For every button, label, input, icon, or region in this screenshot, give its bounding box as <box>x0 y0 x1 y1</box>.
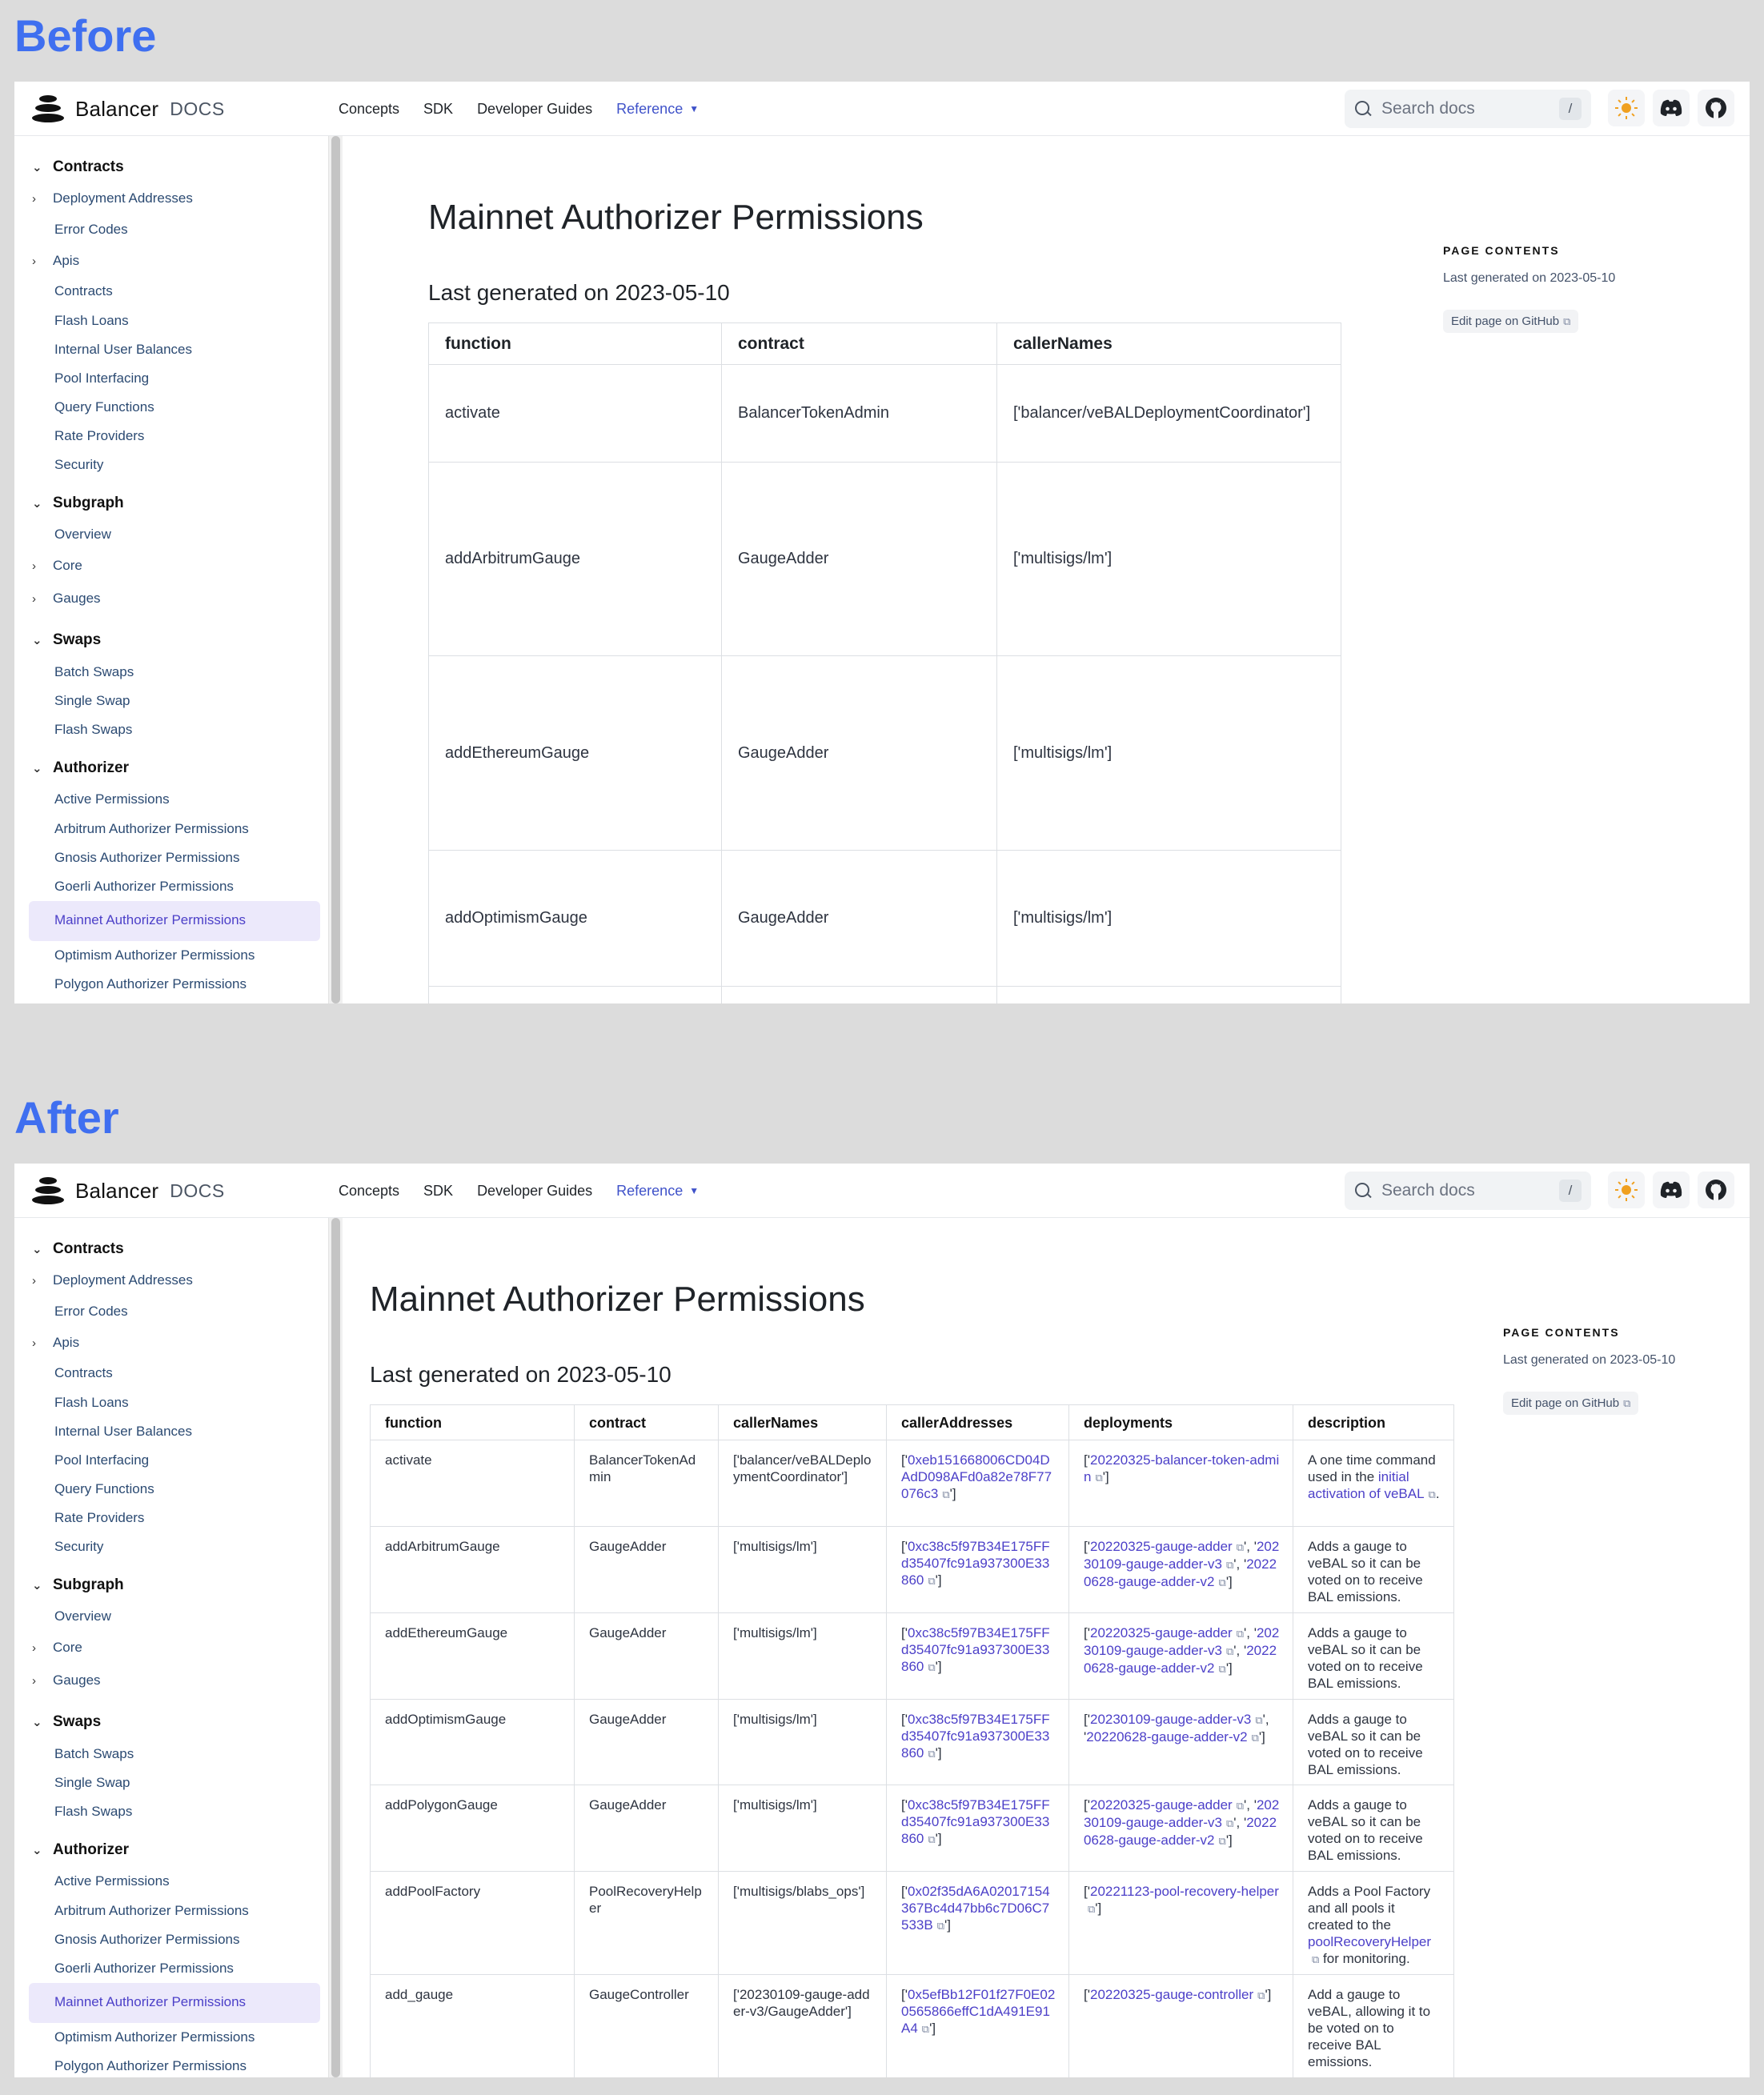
sidebar-scrollbar[interactable] <box>328 136 343 1003</box>
sidebar-swaps[interactable]: ⌄ Swaps <box>32 631 102 648</box>
sidebar-item[interactable]: Contracts <box>54 1365 113 1380</box>
table-row <box>371 1613 1454 1700</box>
external-link-icon: ⧉ <box>1218 1576 1226 1588</box>
logo[interactable] <box>32 1175 225 1207</box>
deployment-link[interactable]: 20230109-gauge-adder-v3 <box>1084 1797 1280 1830</box>
discord-button[interactable] <box>1653 1172 1690 1208</box>
cell-function: add_gauge <box>371 1975 575 2078</box>
table-row <box>429 365 1341 463</box>
deployment-link[interactable]: 20220325-gauge-adder <box>1089 1539 1233 1554</box>
external-link-icon: ⧉ <box>1218 1663 1226 1675</box>
cell-function: activate <box>371 1440 575 1527</box>
sidebar-deployment-addresses[interactable]: › Deployment Addresses <box>32 190 193 206</box>
cell-contract: BalancerTokenAdmin <box>722 365 997 463</box>
search-icon <box>1354 1182 1372 1200</box>
external-link-icon: ⧉ <box>1095 1472 1103 1484</box>
external-link-icon: ⧉ <box>1225 1559 1234 1571</box>
cell-caller-address: ['0x02f35dA6A02017154367Bc4d47bb6c7D06C7533B ⧉'] <box>887 1872 1069 1975</box>
caller-address-link[interactable]: 0xc38c5f97B34E175FFd35407fc91a937300E33860 <box>901 1797 1050 1846</box>
chevron-down-icon: ⌄ <box>32 1243 42 1256</box>
external-link-icon: ⧉ <box>1312 1953 1320 1965</box>
table-row <box>371 1700 1454 1785</box>
description-text: for monitoring. <box>1319 1951 1410 1966</box>
description-text: Adds a gauge to veBAL so it can be voted on to receive BAL emissions. <box>1308 1625 1423 1691</box>
cell-description <box>1293 1975 1454 2078</box>
page-contents <box>1443 244 1615 333</box>
external-link-icon: ⧉ <box>936 1920 944 1932</box>
sidebar-item[interactable]: Arbitrum Authorizer Permissions <box>54 1903 249 1918</box>
toc-link[interactable]: Last generated on 2023-05-10 <box>1443 271 1616 285</box>
cell-description <box>1293 1785 1454 1872</box>
deployment-link[interactable]: 20230109-gauge-adder-v3 <box>1089 1712 1252 1727</box>
cell-function: activate <box>429 365 722 463</box>
cell-contract: GaugeAdder <box>722 656 997 851</box>
external-link-icon: ⧉ <box>1236 1800 1244 1812</box>
external-link-icon: ⧉ <box>921 2023 930 2035</box>
cell-caller-address: ['0x5efBb12F01f27F0E020565866effC1dA491E91A4 ⧉'] <box>887 1975 1069 2078</box>
sun-icon <box>1614 96 1638 120</box>
cell-description <box>1293 1700 1454 1785</box>
section-heading: Last generated on 2023-05-10 <box>370 1362 672 1387</box>
caller-address-link[interactable]: 0xc38c5f97B34E175FFd35407fc91a937300E33860 <box>901 1625 1050 1674</box>
sidebar-item[interactable]: Active Permissions <box>54 791 170 807</box>
cell-contract: GaugeAdder <box>575 1527 719 1613</box>
navbar <box>14 1164 1750 1218</box>
sidebar-contracts[interactable]: ⌄ Contracts <box>32 1240 124 1257</box>
chevron-down-icon: ⌄ <box>32 161 42 174</box>
caret-down-icon: ▼ <box>689 1184 700 1196</box>
external-link-icon: ⧉ <box>1225 1645 1234 1657</box>
cell-function: addEthereumGauge <box>371 1613 575 1700</box>
sidebar-item[interactable]: Query Functions <box>54 399 154 415</box>
theme-toggle-button[interactable] <box>1608 90 1645 126</box>
main-content <box>343 136 1750 1003</box>
brand-name: Balancer <box>75 96 159 121</box>
cell-deployments: ['20220325-gauge-controller ⧉'] <box>1069 1975 1293 2078</box>
sidebar-item[interactable]: Internal User Balances <box>54 1424 192 1439</box>
sidebar-item[interactable]: Security <box>54 1539 104 1554</box>
chevron-right-icon: › <box>32 1641 36 1655</box>
cell-contract: GaugeController <box>575 1975 719 2078</box>
table-row <box>429 656 1341 851</box>
cell-deployments: ['20220325-balancer-token-admin ⧉'] <box>1069 1440 1293 1527</box>
cell-caller-address: ['0xc38c5f97B34E175FFd35407fc91a937300E33860 ⧉'] <box>887 1785 1069 1872</box>
chevron-right-icon: › <box>32 1336 36 1350</box>
table-row <box>429 463 1341 656</box>
sidebar-authorizer[interactable]: ⌄ Authorizer <box>32 759 129 776</box>
cell-caller-names: ['balancer/veBALDeploymentCoordinator'] <box>997 365 1341 463</box>
toc-link[interactable]: Last generated on 2023-05-10 <box>1503 1353 1676 1367</box>
description-link[interactable]: initial activation of veBAL <box>1308 1469 1425 1501</box>
edit-on-github-link[interactable]: Edit page on GitHub ⧉ <box>1443 310 1578 333</box>
column-header: deployments <box>1069 1405 1293 1440</box>
discord-button[interactable] <box>1653 90 1690 126</box>
search-placeholder: Search docs <box>1381 99 1475 118</box>
column-header: contract <box>722 323 997 365</box>
cell-caller-names: ['balancer/veBALDeploymentCoordinator'] <box>719 1440 887 1527</box>
github-button[interactable] <box>1698 1172 1734 1208</box>
balancer-logo-icon <box>32 95 64 122</box>
table-row <box>371 1440 1454 1527</box>
edit-on-github-link[interactable]: Edit page on GitHub ⧉ <box>1503 1392 1638 1415</box>
external-link-icon: ⧉ <box>928 1833 936 1845</box>
sidebar-item[interactable]: Single Swap <box>54 693 130 708</box>
toc-heading: PAGE CONTENTS <box>1443 244 1560 257</box>
nav-concepts[interactable]: Concepts <box>339 1182 400 1199</box>
scrollbar-thumb[interactable] <box>331 1218 340 2077</box>
cell-deployments: ['20220325-gauge-adder ⧉', '20230109-gauge-adder-v3 ⧉', '20220628-gauge-adder-v2 ⧉'] <box>1069 1527 1293 1613</box>
sidebar-item[interactable]: Rate Providers <box>54 1510 145 1525</box>
external-link-icon: ⧉ <box>1251 1732 1259 1744</box>
column-header: function <box>429 323 722 365</box>
theme-toggle-button[interactable] <box>1608 1172 1645 1208</box>
description-text: Adds a gauge to veBAL so it can be voted on to receive BAL emissions. <box>1308 1797 1423 1863</box>
sidebar-item-mainnet-authorizer[interactable]: Mainnet Authorizer Permissions <box>54 912 247 927</box>
deployment-link[interactable]: 20230109-gauge-adder-v3 <box>1084 1625 1280 1658</box>
cell-caller-address: ['0xc38c5f97B34E175FFd35407fc91a937300E33860 ⧉'] <box>887 1613 1069 1700</box>
cell-contract: GaugeAdder <box>575 1785 719 1872</box>
github-icon <box>1705 1179 1727 1201</box>
chevron-right-icon: › <box>32 1674 36 1688</box>
cell-caller-address: ['0xc38c5f97B34E175FFd35407fc91a937300E33860 ⧉'] <box>887 1700 1069 1785</box>
sidebar-apis[interactable]: › Apis <box>32 1335 80 1350</box>
chevron-right-icon: › <box>32 559 36 573</box>
sidebar-item-mainnet-authorizer[interactable]: Mainnet Authorizer Permissions <box>54 1994 247 2009</box>
sidebar-item[interactable]: Goerli Authorizer Permissions <box>54 879 234 894</box>
nav-concepts[interactable]: Concepts <box>339 100 400 117</box>
sidebar-overview[interactable]: Overview <box>54 527 111 542</box>
sidebar-core[interactable]: › Core <box>32 558 82 573</box>
github-button[interactable] <box>1698 90 1734 126</box>
sidebar-item[interactable]: Polygon Authorizer Permissions <box>54 976 247 991</box>
column-header: function <box>371 1405 575 1440</box>
cell-caller-names: ['multisigs/lm'] <box>719 1527 887 1613</box>
table-row <box>371 1785 1454 1872</box>
cell-description <box>1293 1440 1454 1527</box>
sidebar-item[interactable]: Goerli Authorizer Permissions <box>54 1961 234 1976</box>
nav-developer-guides[interactable]: Developer Guides <box>477 100 593 117</box>
external-link-icon: ⧉ <box>928 1661 936 1673</box>
cell-description <box>1293 1872 1454 1975</box>
sidebar-item[interactable]: Polygon Authorizer Permissions <box>54 2058 247 2073</box>
deployment-link[interactable]: 20221123-pool-recovery-helper <box>1089 1884 1279 1899</box>
sidebar-subgraph[interactable]: ⌄ Subgraph <box>32 1576 124 1593</box>
table-row <box>371 1975 1454 2078</box>
sidebar-item[interactable]: Optimism Authorizer Permissions <box>54 2029 255 2045</box>
column-header: callerNames <box>997 323 1341 365</box>
sidebar-item[interactable]: Query Functions <box>54 1481 154 1496</box>
external-link-icon: ⧉ <box>1428 1488 1436 1500</box>
table-row <box>371 1872 1454 1975</box>
caller-address-link[interactable]: 0x5efBb12F01f27F0E020565866effC1dA491E91A4 <box>901 1987 1056 2036</box>
sidebar-item[interactable]: Batch Swaps <box>54 664 134 679</box>
external-link-icon: ⧉ <box>1236 1628 1244 1640</box>
cell-deployments: ['20220325-gauge-adder ⧉', '20230109-gauge-adder-v3 ⧉', '20220628-gauge-adder-v2 ⧉'] <box>1069 1613 1293 1700</box>
cell-caller-address: ['0xeb151668006CD04DAdD098AFd0a82e78F77076c3 ⧉'] <box>887 1440 1069 1527</box>
deployment-link[interactable]: 20220628-gauge-adder-v2 <box>1084 1556 1277 1589</box>
brand-name: Balancer <box>75 1178 159 1203</box>
sidebar-item[interactable]: Batch Swaps <box>54 1746 134 1761</box>
sidebar-deployment-addresses[interactable]: › Deployment Addresses <box>32 1272 193 1288</box>
description-text: Add a gauge to veBAL, allowing it to be voted on to receive BAL emissions. <box>1308 1987 1431 2069</box>
cell-function: addPolygonGauge <box>371 1785 575 1872</box>
sidebar-overview[interactable]: Overview <box>54 1608 111 1624</box>
nav-links <box>339 1164 699 1218</box>
sun-icon <box>1614 1178 1638 1202</box>
external-link-icon: ⧉ <box>1218 1835 1226 1847</box>
before-heading: Before <box>14 10 157 61</box>
brand-suffix: DOCS <box>170 98 225 119</box>
search-shortcut: / <box>1559 98 1582 120</box>
section-heading: Last generated on 2023-05-10 <box>428 280 730 305</box>
cell-caller-names: ['multisigs/lm'] <box>997 463 1341 656</box>
caret-down-icon: ▼ <box>689 102 700 114</box>
sidebar <box>14 136 328 1003</box>
external-link-icon: ⧉ <box>928 1748 936 1760</box>
external-link-icon: ⧉ <box>942 1488 950 1500</box>
sidebar <box>14 1218 328 2077</box>
nav-reference-label: Reference <box>616 100 684 117</box>
cell-contract: PoolRecoveryHelper <box>575 1872 719 1975</box>
nav-sdk[interactable]: SDK <box>423 1182 454 1199</box>
chevron-right-icon: › <box>32 1274 36 1288</box>
sidebar-gauges[interactable]: › Gauges <box>32 1672 101 1688</box>
external-link-icon: ⧉ <box>1236 1541 1244 1553</box>
cell-caller-names: ['multisigs/blabs_ops'] <box>719 1872 887 1975</box>
chevron-right-icon: › <box>32 592 36 606</box>
toc-heading: PAGE CONTENTS <box>1503 1326 1620 1339</box>
nav-reference[interactable] <box>616 1183 699 1200</box>
cell-caller-names: ['20230109-gauge-adder-v3/GaugeAdder'] <box>719 1975 887 2078</box>
before-screenshot <box>14 82 1750 1003</box>
sidebar-item[interactable]: Flash Loans <box>54 1395 129 1410</box>
cell-deployments: ['20220325-gauge-adder ⧉', '20230109-gauge-adder-v3 ⧉', '20220628-gauge-adder-v2 ⧉'] <box>1069 1785 1293 1872</box>
sidebar-item[interactable]: Pool Interfacing <box>54 1452 150 1468</box>
permissions-table <box>370 1404 1454 2077</box>
sidebar-item[interactable]: Gnosis Authorizer Permissions <box>54 1932 240 1947</box>
external-link-icon: ⧉ <box>1257 1989 1265 2001</box>
cell-caller-address: ['0xc38c5f97B34E175FFd35407fc91a937300E33860 ⧉'] <box>887 1527 1069 1613</box>
chevron-down-icon: ⌄ <box>32 1579 42 1592</box>
column-header: description <box>1293 1405 1454 1440</box>
sidebar-contracts[interactable]: ⌄ Contracts <box>32 158 124 175</box>
main-content <box>343 1218 1750 2077</box>
cell-caller-names: ['multisigs/lm'] <box>997 851 1341 987</box>
sidebar-item[interactable]: Arbitrum Authorizer Permissions <box>54 821 249 836</box>
caller-address-link[interactable]: 0xc38c5f97B34E175FFd35407fc91a937300E33860 <box>901 1712 1050 1761</box>
description-text: Adds a gauge to veBAL so it can be voted on to receive BAL emissions. <box>1308 1712 1423 1777</box>
cell-deployments: ['20230109-gauge-adder-v3 ⧉', '20220628-gauge-adder-v2 ⧉'] <box>1069 1700 1293 1785</box>
table-row <box>371 1527 1454 1613</box>
deployment-link[interactable]: 20230109-gauge-adder-v3 <box>1084 1539 1280 1572</box>
external-link-icon: ⧉ <box>1623 1397 1631 1409</box>
discord-icon <box>1660 1181 1682 1199</box>
sidebar-item[interactable]: Gnosis Authorizer Permissions <box>54 850 240 865</box>
github-icon <box>1705 97 1727 119</box>
cell-description <box>1293 1527 1454 1613</box>
brand-suffix: DOCS <box>170 1180 225 1201</box>
cell-function: addOptimismGauge <box>371 1700 575 1785</box>
sidebar-item[interactable]: Security <box>54 457 104 472</box>
sidebar-authorizer[interactable]: ⌄ Authorizer <box>32 1841 129 1858</box>
deployment-link[interactable]: 20220628-gauge-adder-v2 <box>1084 1815 1277 1848</box>
column-header: contract <box>575 1405 719 1440</box>
table-row <box>429 987 1341 1004</box>
logo[interactable] <box>32 93 225 125</box>
sidebar-error-codes[interactable]: Error Codes <box>54 222 128 237</box>
discord-icon <box>1660 99 1682 117</box>
cell-caller-names: ['multisigs/lm'] <box>997 656 1341 851</box>
cell-function: addEthereumGauge <box>429 656 722 851</box>
cell-function: addOptimismGauge <box>429 851 722 987</box>
sidebar-gauges[interactable]: › Gauges <box>32 591 101 606</box>
sidebar-item[interactable]: Internal User Balances <box>54 342 192 357</box>
page-title: Mainnet Authorizer Permissions <box>428 198 924 237</box>
cell-caller-names: ['multisigs/lm'] <box>719 1700 887 1785</box>
caller-address-link[interactable]: 0xeb151668006CD04DAdD098AFd0a82e78F77076c3 <box>901 1452 1052 1501</box>
cell-deployments: ['20221123-pool-recovery-helper⧉'] <box>1069 1872 1293 1975</box>
chevron-down-icon: ⌄ <box>32 634 42 647</box>
search-icon <box>1354 100 1372 118</box>
navbar <box>14 82 1750 136</box>
cell-contract: GaugeAdder <box>575 1613 719 1700</box>
cell-caller-names: ['multisigs/lm'] <box>719 1613 887 1700</box>
chevron-down-icon: ⌄ <box>32 762 42 775</box>
chevron-down-icon: ⌄ <box>32 1844 42 1857</box>
cell-function: addArbitrumGauge <box>429 463 722 656</box>
after-heading: After <box>14 1092 119 1143</box>
chevron-down-icon: ⌄ <box>32 1716 42 1729</box>
cell-function: addPoolFactory <box>371 1872 575 1975</box>
external-link-icon: ⧉ <box>1225 1817 1234 1829</box>
chevron-right-icon: › <box>32 192 36 206</box>
deployment-link[interactable]: 20220628-gauge-adder-v2 <box>1086 1729 1248 1744</box>
nav-sdk[interactable]: SDK <box>423 100 454 117</box>
sidebar-item[interactable]: Pool Interfacing <box>54 371 150 386</box>
nav-links <box>339 82 699 136</box>
external-link-icon: ⧉ <box>1563 315 1571 327</box>
search-shortcut: / <box>1559 1180 1582 1202</box>
sidebar-item[interactable]: Flash Swaps <box>54 1804 133 1819</box>
sidebar-item[interactable]: Flash Swaps <box>54 722 133 737</box>
description-link[interactable]: poolRecoveryHelper <box>1308 1934 1432 1949</box>
sidebar-apis[interactable]: › Apis <box>32 253 80 268</box>
cell-contract: GaugeAdder <box>722 851 997 987</box>
cell-caller-names: ['multisigs/lm'] <box>719 1785 887 1872</box>
cell-contract: GaugeAdder <box>722 463 997 656</box>
cell-contract: GaugeAdder <box>575 1700 719 1785</box>
scrollbar-thumb[interactable] <box>331 136 340 1003</box>
description-text: . <box>1435 1486 1440 1501</box>
sidebar-item[interactable]: Optimism Authorizer Permissions <box>54 947 255 963</box>
sidebar-item[interactable]: Single Swap <box>54 1775 130 1790</box>
sidebar-core[interactable]: › Core <box>32 1640 82 1655</box>
cell-description <box>1293 1613 1454 1700</box>
search-placeholder: Search docs <box>1381 1181 1475 1200</box>
external-link-icon: ⧉ <box>1088 1903 1096 1915</box>
description-text: Adds a gauge to veBAL so it can be voted on to receive BAL emissions. <box>1308 1539 1423 1604</box>
deployment-link[interactable]: 20220325-gauge-controller <box>1089 1987 1254 2002</box>
chevron-down-icon: ⌄ <box>32 497 42 511</box>
description-text: A one time command used in the <box>1308 1452 1436 1484</box>
caller-address-link[interactable]: 0xc38c5f97B34E175FFd35407fc91a937300E33860 <box>901 1539 1050 1588</box>
after-screenshot <box>14 1164 1750 2077</box>
sidebar-item[interactable]: Active Permissions <box>54 1873 170 1889</box>
column-header: callerNames <box>719 1405 887 1440</box>
chevron-right-icon: › <box>32 254 36 268</box>
deployment-link[interactable]: 20220325-gauge-adder <box>1089 1797 1233 1813</box>
column-header: callerAddresses <box>887 1405 1069 1440</box>
page-contents <box>1503 1326 1675 1415</box>
deployment-link[interactable]: 20220628-gauge-adder-v2 <box>1084 1643 1277 1676</box>
sidebar-swaps[interactable]: ⌄ Swaps <box>32 1713 102 1730</box>
permissions-table <box>428 322 1341 1003</box>
sidebar-error-codes[interactable]: Error Codes <box>54 1304 128 1319</box>
balancer-logo-icon <box>32 1177 64 1204</box>
sidebar-item[interactable]: Rate Providers <box>54 428 145 443</box>
nav-reference-label: Reference <box>616 1182 684 1199</box>
description-text: Adds a Pool Factory and all pools it created to the <box>1308 1884 1431 1933</box>
deployment-link[interactable]: 20220325-gauge-adder <box>1089 1625 1233 1640</box>
external-link-icon: ⧉ <box>928 1575 936 1587</box>
table-row <box>429 851 1341 987</box>
nav-developer-guides[interactable]: Developer Guides <box>477 1182 593 1199</box>
sidebar-scrollbar[interactable] <box>328 1218 343 2077</box>
cell-contract: BalancerTokenAdmin <box>575 1440 719 1527</box>
sidebar-item[interactable]: Contracts <box>54 283 113 298</box>
sidebar-item[interactable]: Flash Loans <box>54 313 129 328</box>
external-link-icon: ⧉ <box>1255 1714 1263 1726</box>
nav-reference[interactable] <box>616 101 699 118</box>
sidebar-subgraph[interactable]: ⌄ Subgraph <box>32 495 124 511</box>
search-input[interactable] <box>1345 1172 1591 1210</box>
caller-address-link[interactable]: 0x02f35dA6A02017154367Bc4d47bb6c7D06C7533B <box>901 1884 1050 1933</box>
cell-function: addArbitrumGauge <box>371 1527 575 1613</box>
search-input[interactable] <box>1345 90 1591 128</box>
page-title: Mainnet Authorizer Permissions <box>370 1280 865 1319</box>
deployment-link[interactable]: 20220325-balancer-token-admin <box>1084 1452 1280 1484</box>
